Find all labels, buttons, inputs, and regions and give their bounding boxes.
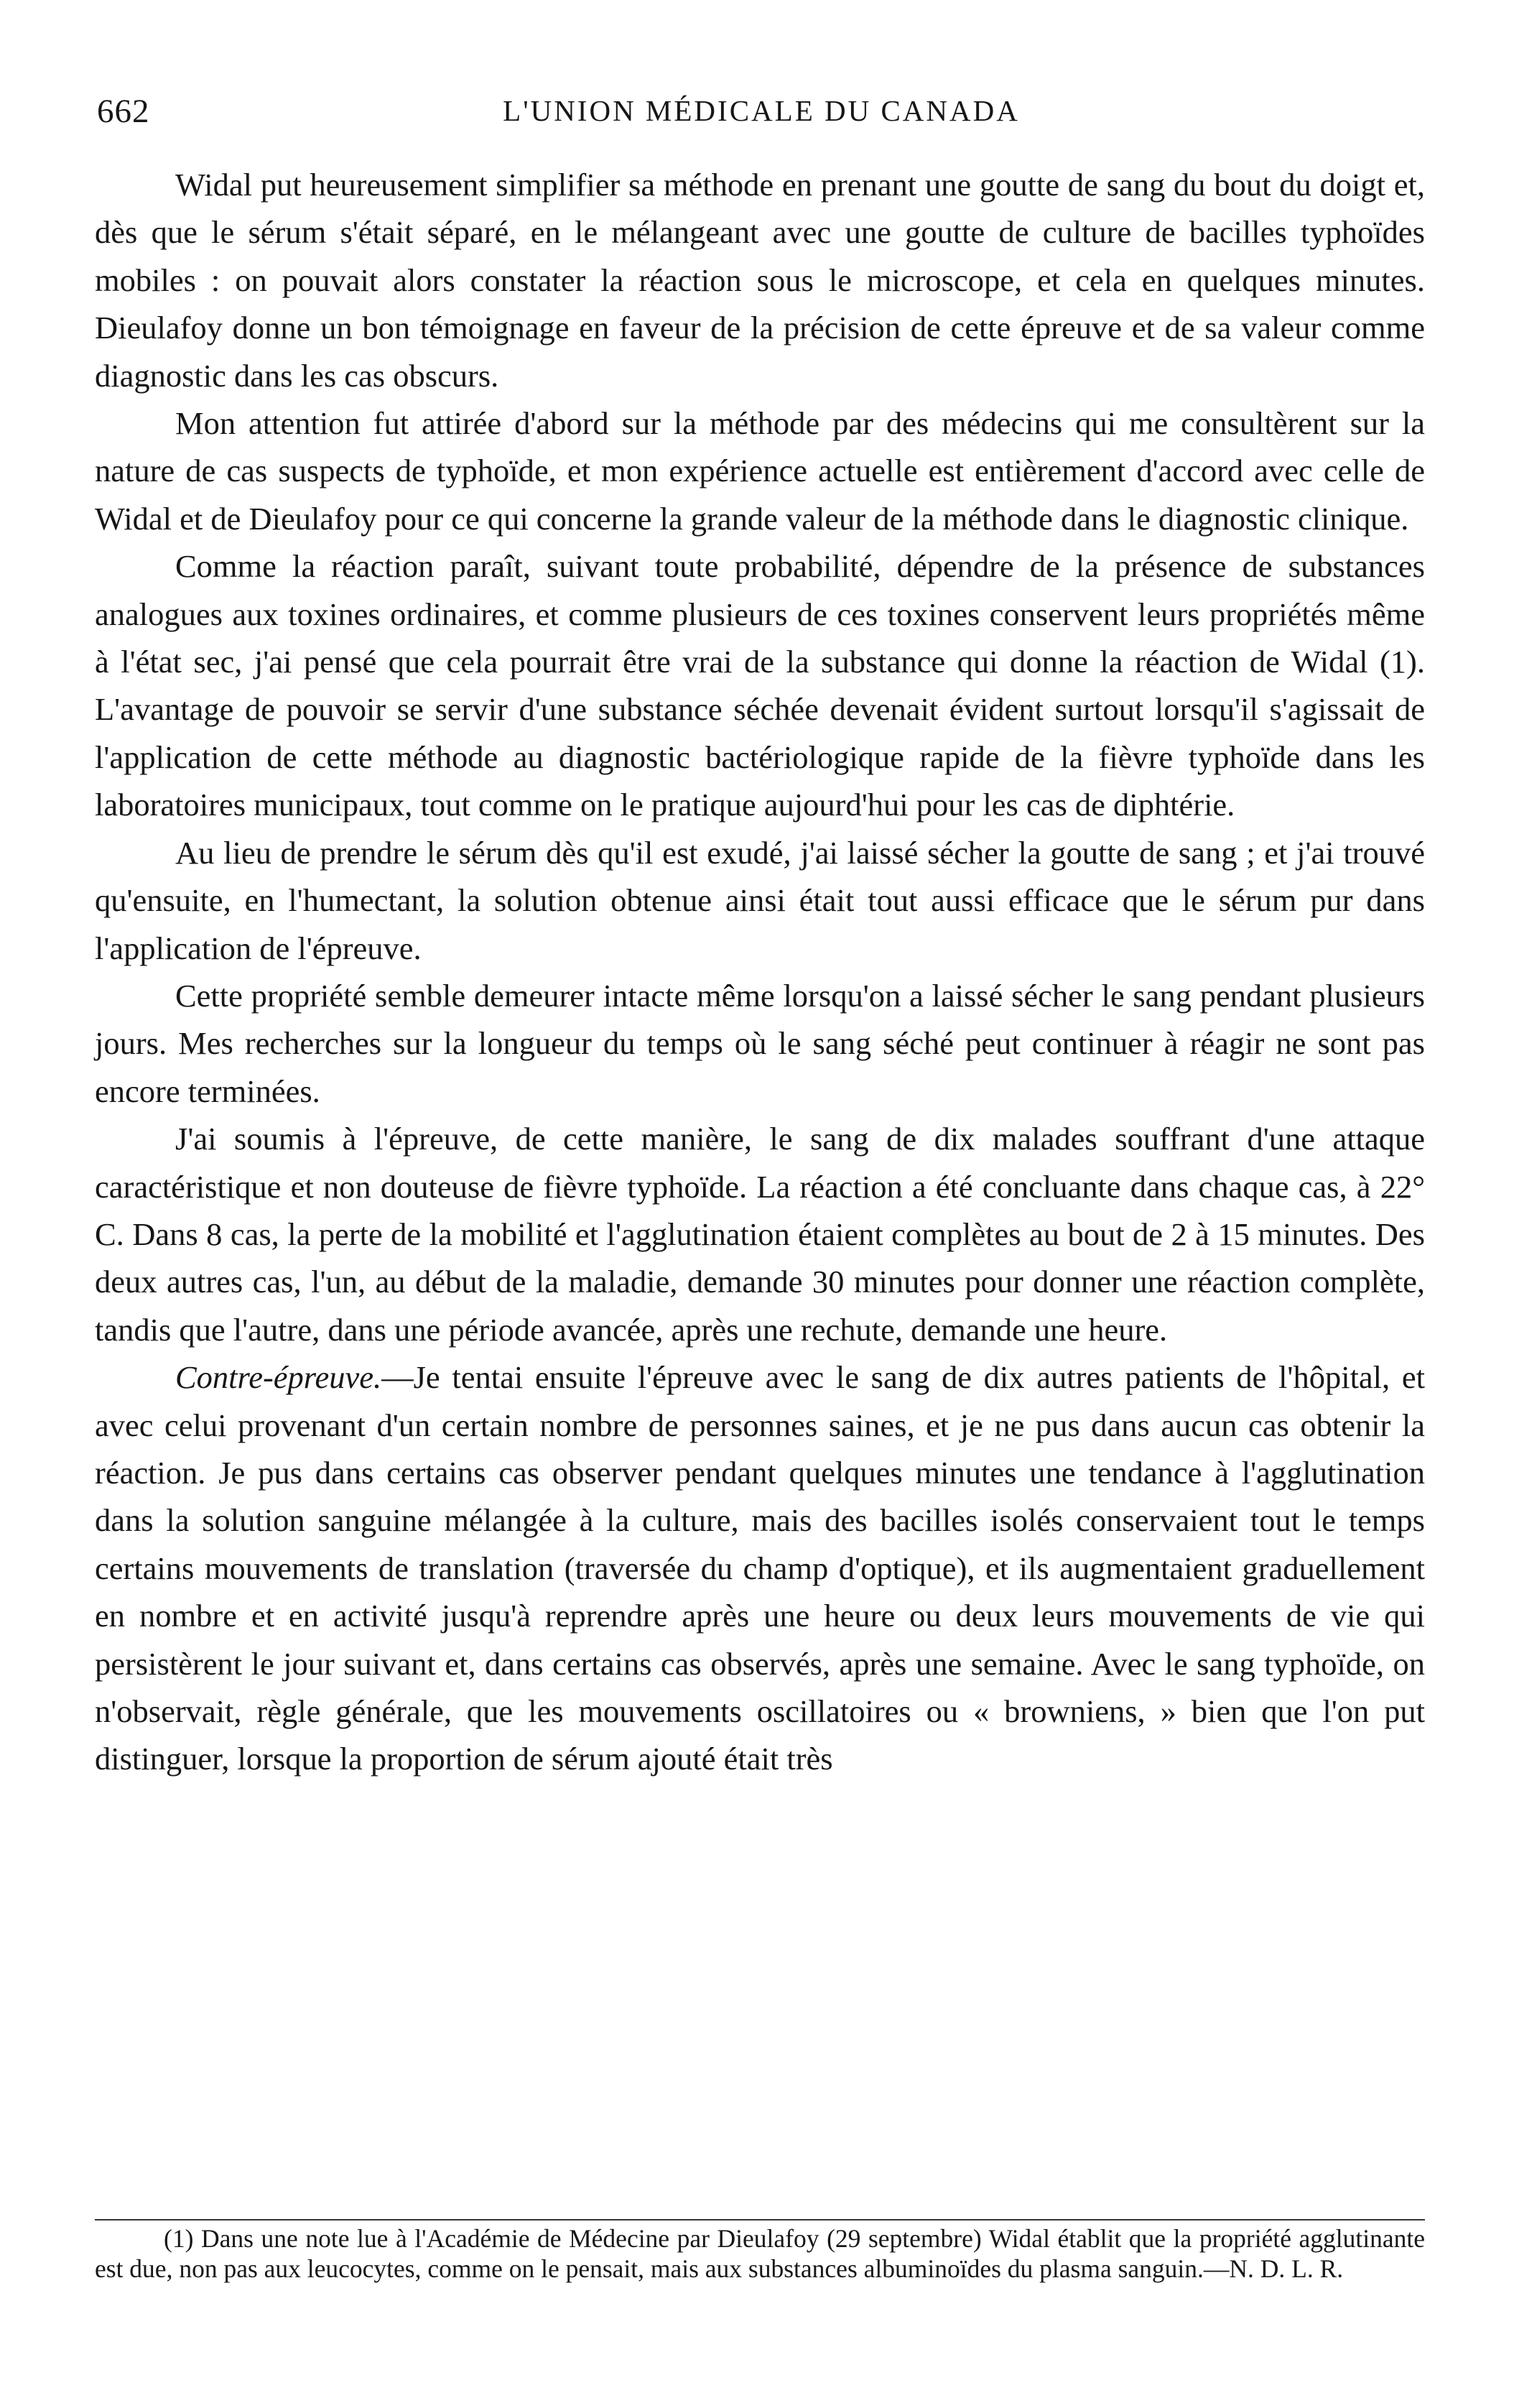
paragraph: [95, 161, 1425, 399]
paragraph: [95, 829, 1425, 972]
paragraph-text: Mon attention fut attirée d'abord sur la méthode par des médecins qui me consultèrent sur la nature de cas suspects de typhoïde, et mon expérience actuelle est entièrement d'accord avec celle de Widal et de Dieulafoy pour ce qui concerne la grande valeur de la méthode dans le diagnostic clinique.: [95, 405, 1425, 537]
paragraph: [95, 972, 1425, 1115]
footnote-divider: [95, 2219, 1425, 2221]
page-header: [97, 92, 1426, 135]
running-title: L'UNION MÉDICALE DU CANADA: [503, 94, 1020, 127]
paragraph-text: Au lieu de prendre le sérum dès qu'il est exudé, j'ai laissé sécher la goutte de sang ; et j'ai trouvé qu'ensuite, en l'humectant, la solution obtenue ainsi était tout aussi efficace que le sérum pur dans l'application de l'épreuve.: [95, 834, 1425, 966]
paragraph-text: Comme la réaction paraît, suivant toute probabilité, dépendre de la présence de substances analogues aux toxines ordinaires, et comme plusieurs de ces toxines conservent leurs propriétés même à l'état sec, j'ai pensé que cela pourrait être vrai de la substance qui donne la réaction de Widal (1). L'avantage de pouvoir se servir d'une substance séchée devenait évident surtout lorsqu'il s'agissait de l'application de cette méthode au diagnostic bactériologique rapide de la fièvre typhoïde dans les laboratoires municipaux, tout comme on le pratique aujourd'hui pour les cas de diphtérie.: [95, 548, 1425, 823]
paragraph: [95, 1353, 1425, 1783]
paragraph-text: Widal put heureusement simplifier sa méthode en prenant une goutte de sang du bout du doigt et, dès que le sérum s'était séparé, en le mélangeant avec une goutte de culture de bacilles typhoïdes mobiles : on pouvait alors constater la réaction sous le microscope, et cela en quelques minutes. Dieulafoy donne un bon témoignage en faveur de la précision de cette épreuve et de sa valeur comme diagnostic dans les cas obscurs.: [95, 167, 1425, 394]
footnote: (1) Dans une note lue à l'Académie de Médecine par Dieulafoy (29 septembre) Widal établit que la propriété agglutinante est due, non pas aux leucocytes, comme on le pensait, mais aux substances albuminoïdes du plasma sanguin.—N. D. L. R.: [95, 2224, 1425, 2283]
footnotes: [95, 2223, 1425, 2284]
paragraph-text: J'ai soumis à l'épreuve, de cette manière, le sang de dix malades souffrant d'une attaque caractéristique et non douteuse de fièvre typhoïde. La réaction a été concluante dans chaque cas, à 22° C. Dans 8 cas, la perte de la mobilité et l'agglutination étaient complètes au bout de 2 à 15 minutes. Des deux autres cas, l'un, au début de la maladie, demande 30 minutes pour donner une réaction complète, tandis que l'autre, dans une période avancée, après une rechute, demande une heure.: [95, 1121, 1425, 1348]
paragraph-text: Cette propriété semble demeurer intacte même lorsqu'on a laissé sécher le sang pendant plusieurs jours. Mes recherches sur la longueur du temps où le sang séché peut continuer à réagir ne sont pas encore terminées.: [95, 977, 1425, 1109]
page-number: 662: [97, 93, 150, 130]
paragraph: [95, 399, 1425, 542]
article-body: [95, 161, 1425, 1783]
paragraph: [95, 542, 1425, 828]
paragraph: [95, 1115, 1425, 1353]
paragraph-text: —Je tentai ensuite l'épreuve avec le sang de dix autres patients de l'hôpital, et avec celui provenant d'un certain nombre de personnes saines, et je ne pus dans aucun cas obtenir la réaction. Je pus dans certains cas observer pendant quelques minutes une tendance à l'agglutination dans la solution sanguine mélangée à la culture, mais des bacilles isolés conservaient tout le temps certains mouvements de translation (traversée du champ d'optique), et ils augmentaient graduellement en nombre et en activité jusqu'à reprendre après une heure ou deux leurs mouvements de vie qui persistèrent le jour suivant et, dans certains cas observés, après une semaine. Avec le sang typhoïde, on n'observait, règle générale, que les mouvements oscillatoires ou « browniens, » bien que l'on put distinguer, lorsque la proportion de sérum ajouté était très: [95, 1359, 1425, 1777]
section-run-in-heading: Contre-épreuve.: [175, 1359, 382, 1396]
